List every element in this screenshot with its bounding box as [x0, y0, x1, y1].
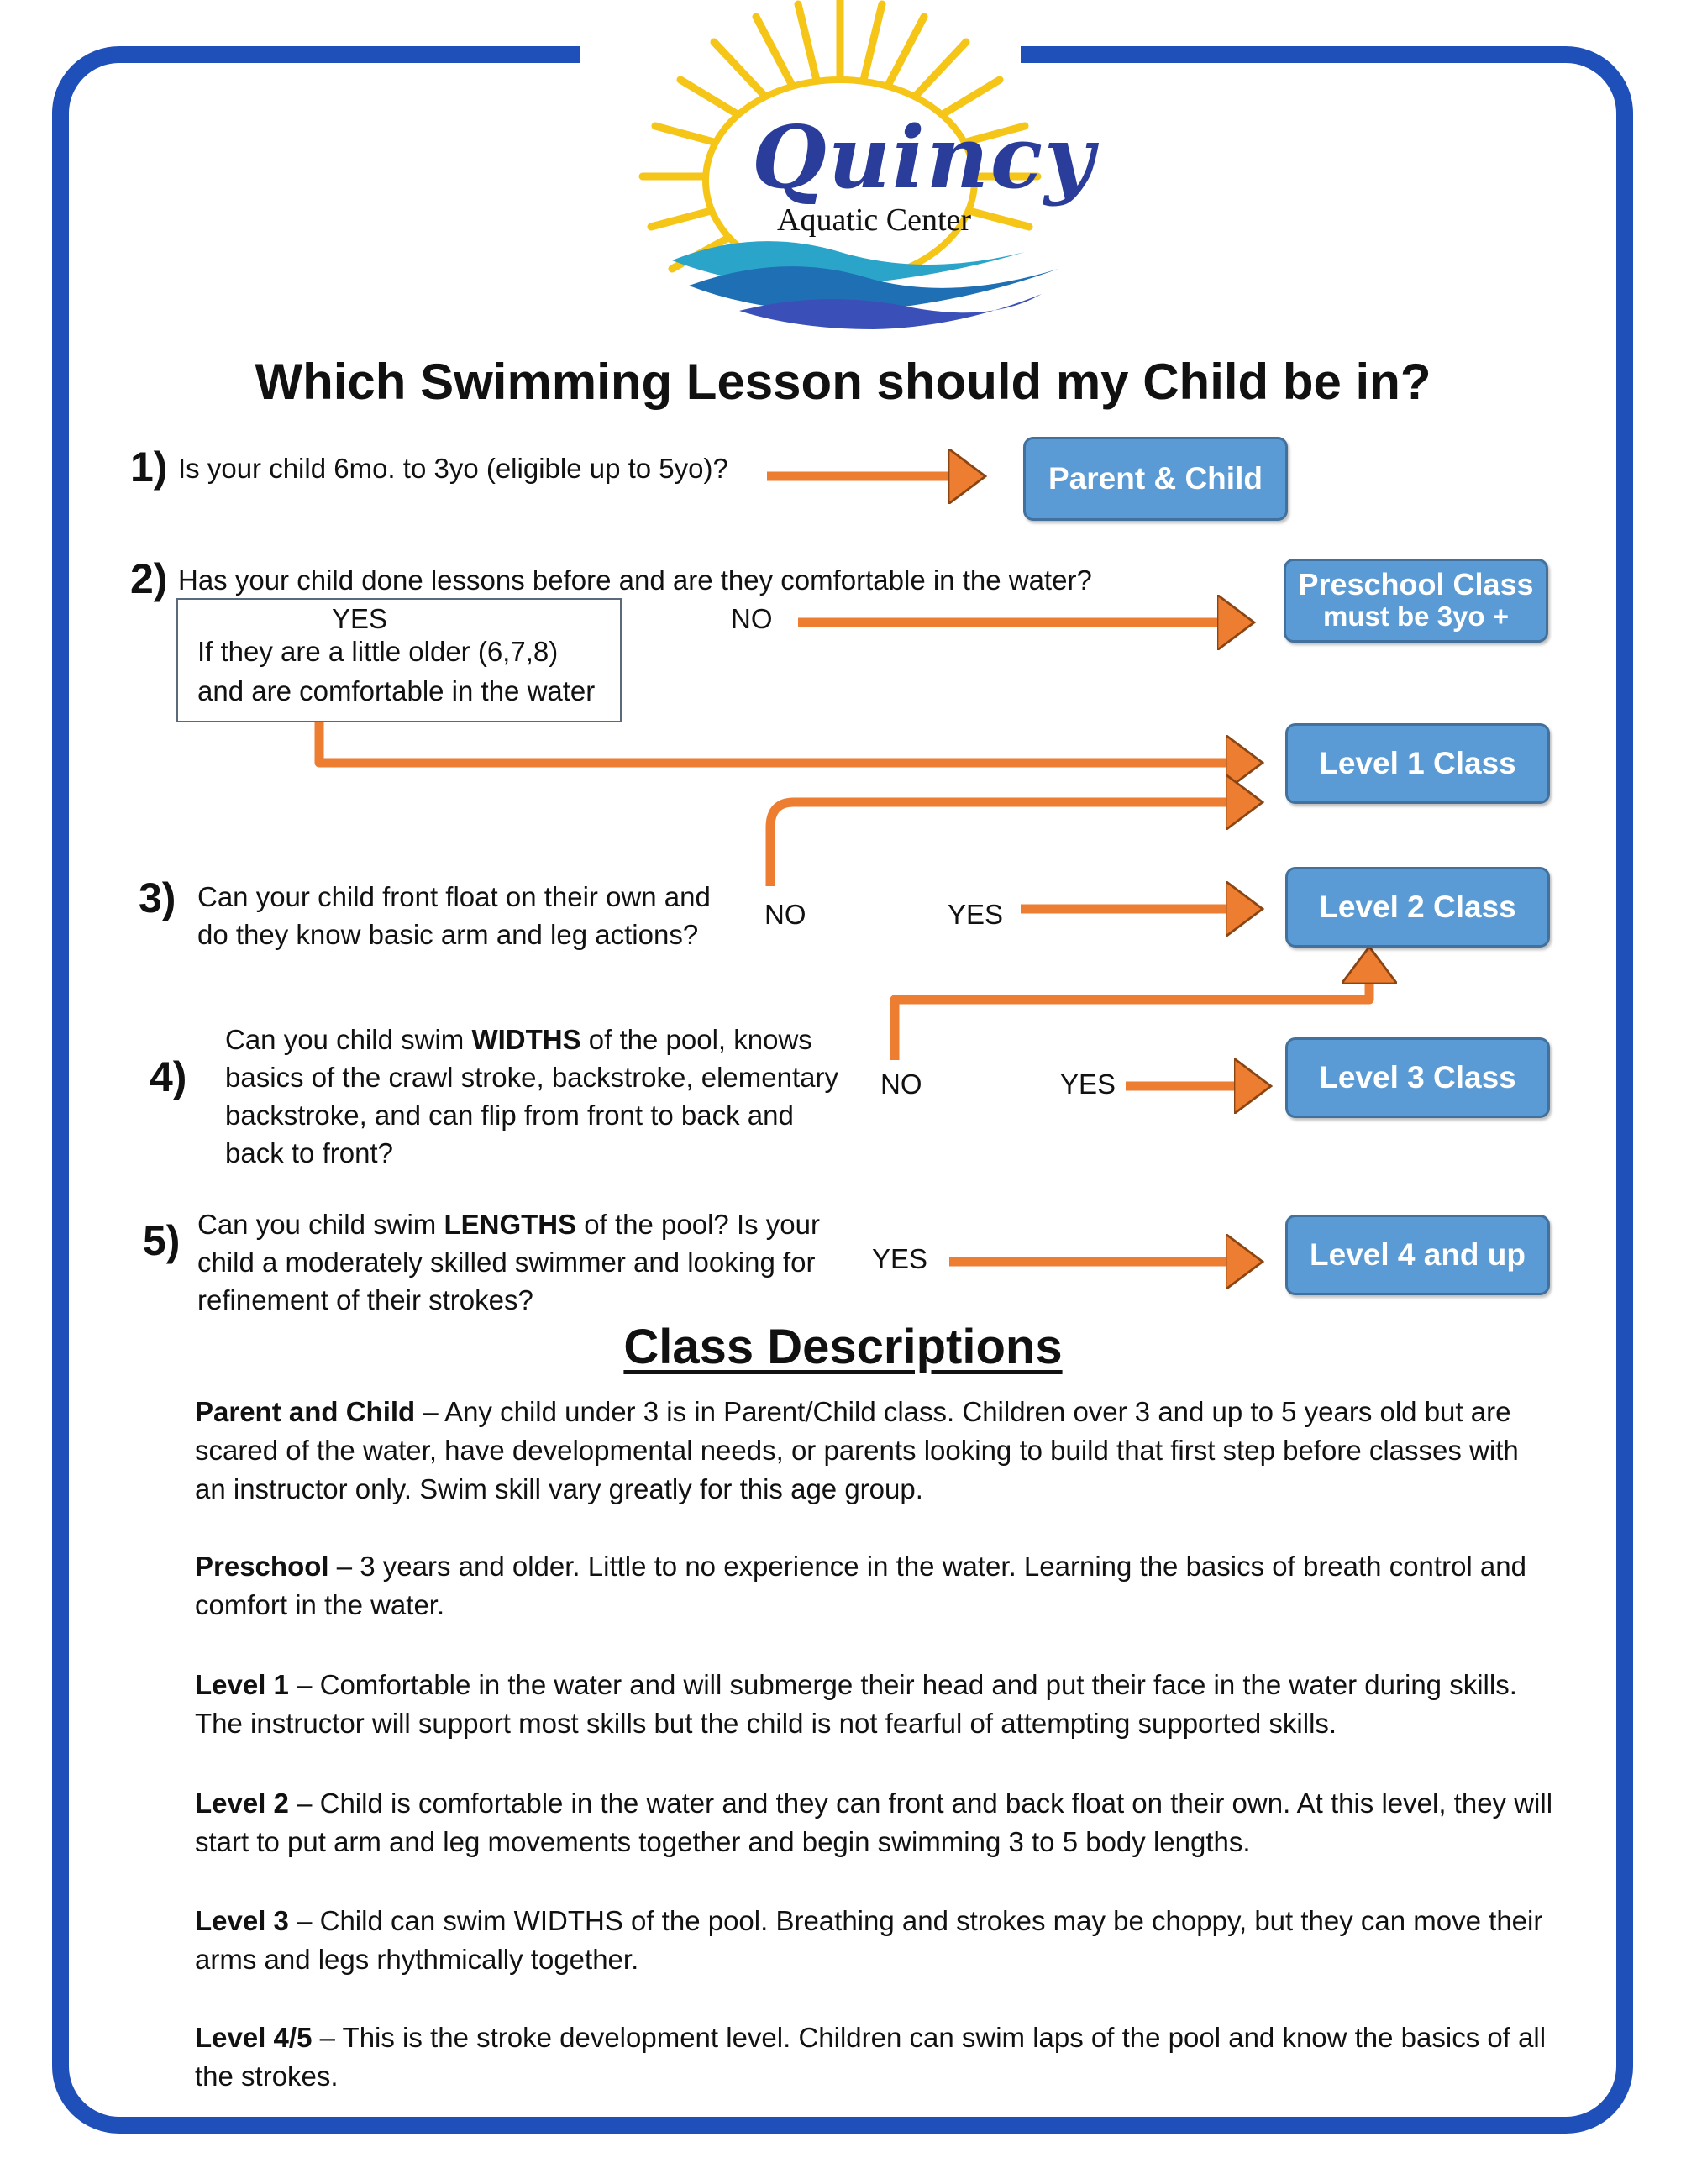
- descriptions-title: [0, 1319, 1686, 1375]
- descriptions-title-text: Class Descriptions: [623, 1320, 1063, 1374]
- description-text: – Child can swim WIDTHS of the pool. Breathing and strokes may be choppy, but they can move their arms and legs rhythmically together.: [195, 1905, 1543, 1975]
- description-name: Preschool: [195, 1551, 329, 1582]
- question-5-line3: refinement of their strokes?: [197, 1284, 533, 1315]
- description-name: Parent and Child: [195, 1396, 416, 1427]
- question-2-no-label: NO: [731, 603, 773, 634]
- class-box-level2: Level 2 Class: [1285, 867, 1550, 948]
- description-name: Level 3: [195, 1905, 289, 1936]
- logo-subtitle: Aquatic Center: [777, 202, 972, 238]
- question-3-line2: do they know basic arm and leg actions?: [197, 919, 699, 950]
- question-3-number: 3): [139, 874, 176, 921]
- question-2-text: Has your child done lessons before and are they comfortable in the water?: [178, 564, 1092, 596]
- description-name: Level 4/5: [195, 2022, 313, 2053]
- description-level45: [195, 2019, 1556, 2096]
- class-box-preschool: [1284, 559, 1548, 643]
- description-text: – Child is comfortable in the water and they can front and back float on their own. At this level, they will start to put arm and leg movements together and begin swimming 3 to 5 body lengths.: [195, 1788, 1553, 1857]
- question-3-line1: Can your child front float on their own and: [197, 881, 711, 912]
- question-5-line1: [197, 1205, 820, 1243]
- question-2-number: 2): [130, 555, 168, 602]
- description-preschool: [195, 1547, 1556, 1625]
- question-4-yes-label: YES: [1060, 1068, 1116, 1100]
- preschool-box-line2: must be 3yo +: [1323, 601, 1509, 632]
- question-4-line1: [225, 1021, 812, 1058]
- logo-wordmark: Quincy: [752, 108, 1096, 208]
- description-parent-child: [195, 1393, 1556, 1509]
- description-level1: [195, 1666, 1556, 1743]
- question-4-number: 4): [150, 1053, 187, 1100]
- class-box-level4: Level 4 and up: [1285, 1215, 1550, 1295]
- preschool-box-line1: Preschool Class: [1298, 567, 1534, 601]
- page-title: Which Swimming Lesson should my Child be in?: [255, 354, 1431, 410]
- question-5-lengths: LENGTHS: [444, 1209, 577, 1240]
- question-5-line1-pre: Can you child swim: [197, 1209, 444, 1240]
- description-level2: [195, 1784, 1556, 1861]
- question-3-no-label: NO: [764, 899, 806, 930]
- question-5-yes-label: YES: [872, 1243, 928, 1274]
- class-box-parent-child: Parent & Child: [1023, 437, 1288, 521]
- question-2-yes-line2: and are comfortable in the water: [197, 675, 596, 706]
- question-4-no-label: NO: [880, 1068, 922, 1100]
- question-4-line2: basics of the crawl stroke, backstroke, elementary: [225, 1062, 838, 1093]
- description-text: – This is the stroke development level. Children can swim laps of the pool and know the basics of all the strokes.: [195, 2022, 1547, 2092]
- arrow-q2-yes-level1: [319, 722, 1235, 763]
- question-4-line3: backstroke, and can flip from front to back and: [225, 1100, 794, 1131]
- description-level3: [195, 1902, 1556, 1979]
- description-name: Level 1: [195, 1669, 289, 1700]
- question-1-number: 1): [130, 444, 168, 491]
- question-2-yes-label: YES: [332, 603, 388, 634]
- question-4-widths: WIDTHS: [471, 1024, 581, 1055]
- question-4-line4: back to front?: [225, 1137, 393, 1168]
- description-text: – Comfortable in the water and will submerge their head and put their face in the water during skills. The instructor will support most skills but the child is not fearful of attempting supported skills.: [195, 1669, 1517, 1739]
- question-4-line1-post: of the pool, knows: [580, 1024, 812, 1055]
- question-2-yes-line1: If they are a little older (6,7,8): [197, 636, 559, 667]
- class-box-level1: Level 1 Class: [1285, 723, 1550, 804]
- description-name: Level 2: [195, 1788, 289, 1819]
- question-5-line1-post: of the pool? Is your: [576, 1209, 820, 1240]
- question-4-line1-pre: Can you child swim: [225, 1024, 472, 1055]
- question-3-yes-label: YES: [948, 899, 1004, 930]
- class-box-level3: Level 3 Class: [1285, 1037, 1550, 1118]
- question-5-number: 5): [143, 1217, 181, 1264]
- description-text: – Any child under 3 is in Parent/Child class. Children over 3 and up to 5 years old but are scared of the water, have developmental needs, or parents looking to build that first step before classes with an instructor only. Swim skill vary greatly for this age group.: [195, 1396, 1519, 1504]
- question-1-text: Is your child 6mo. to 3yo (eligible up to 5yo)?: [178, 453, 728, 484]
- arrow-q3-no-level1: [770, 802, 1235, 886]
- question-5-line2: child a moderately skilled swimmer and looking for: [197, 1247, 816, 1278]
- description-text: – 3 years and older. Little to no experience in the water. Learning the basics of breath control and comfort in the water.: [195, 1551, 1526, 1620]
